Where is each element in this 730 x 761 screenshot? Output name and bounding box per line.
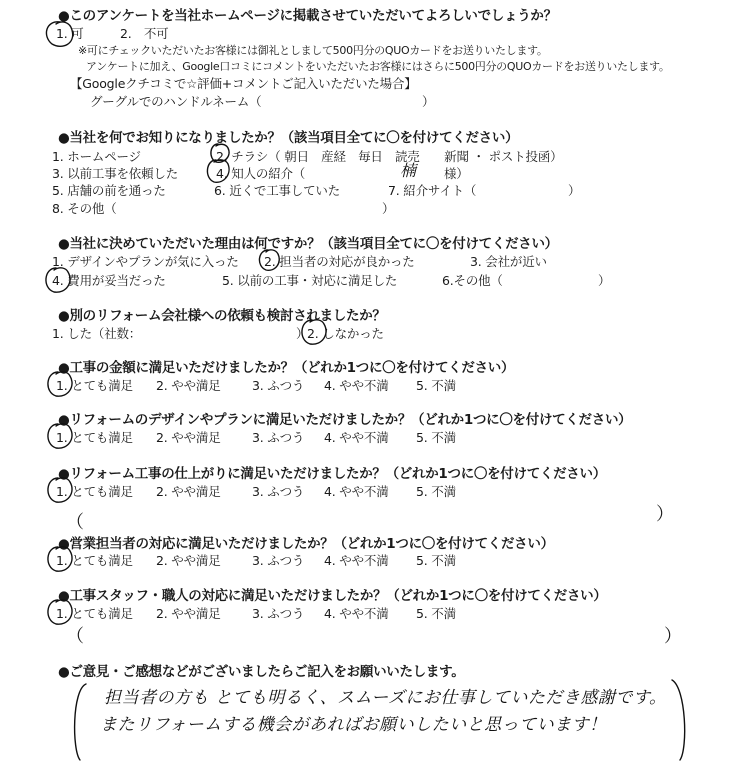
- q1-note-2: アンケートに加え、Google口コミにコメントをいただいたお客様にはさらに500円分のQUOカードをお送りいたします。: [86, 60, 670, 73]
- q6-title: ●リフォームのデザインやプランに満足いただけましたか？（どれか1つに〇を付けてください）: [58, 412, 632, 428]
- q9-scale-2[interactable]: 2. やや満足: [156, 606, 221, 621]
- q1-handle-close: ）: [422, 94, 435, 109]
- q8-scale-1[interactable]: 1. とても満足: [56, 553, 133, 568]
- q2-option-4[interactable]: 4. 知人の紹介（: [216, 166, 306, 181]
- q2-option-7[interactable]: 7. 紹介サイト（: [388, 183, 477, 198]
- q10-handwritten-line-2: またリフォームする機会があればお願いしたいと思っています！: [100, 715, 607, 735]
- q2-option-1[interactable]: 1. ホームページ: [52, 149, 141, 164]
- q9-scale-4[interactable]: 4. やや不満: [324, 606, 389, 621]
- q2-option-5[interactable]: 5. 店舗の前を通った: [52, 183, 166, 198]
- q4-option-2[interactable]: 2. しなかった: [307, 326, 384, 341]
- q2-option-2[interactable]: 2. チラシ（ 朝日 産経 毎日 読売 新聞 ・ ポスト投函）: [216, 149, 563, 164]
- q8-scale-2[interactable]: 2. やや満足: [156, 553, 221, 568]
- q6-scale-1[interactable]: 1. とても満足: [56, 430, 133, 445]
- q9-comment-close: ）: [664, 626, 682, 647]
- q2-option-7-close: ）: [568, 183, 581, 198]
- q7-scale-1[interactable]: 1. とても満足: [56, 484, 133, 499]
- q9-scale-5[interactable]: 5. 不満: [416, 606, 456, 621]
- q3-option-3[interactable]: 3. 会社が近い: [470, 254, 547, 269]
- q1-title: ●このアンケートを当社ホームページに掲載させていただいてよろしいでしょうか？: [58, 8, 557, 24]
- q5-scale-1[interactable]: 1. とても満足: [56, 378, 133, 393]
- q5-scale-3[interactable]: 3. ふつう: [252, 378, 305, 393]
- q1-handle-label: グーグルでのハンドルネーム（: [90, 94, 262, 109]
- q1-note-1: ※可にチェックいただいたお客様には御礼としまして500円分のQUOカードをお送りいたします。: [78, 44, 548, 57]
- q2-option-6[interactable]: 6. 近くで工事していた: [214, 183, 341, 198]
- q6-scale-2[interactable]: 2. やや満足: [156, 430, 221, 445]
- q7-scale-4[interactable]: 4. やや不満: [324, 484, 389, 499]
- q10-title: ●ご意見・ご感想などがございましたらご記入をお願いいたします。: [58, 664, 465, 680]
- q2-option-3[interactable]: 3. 以前工事を依頼した: [52, 166, 179, 181]
- q6-scale-5[interactable]: 5. 不満: [416, 430, 456, 445]
- q4-title: ●別のリフォーム会社様への依頼も検討されましたか？: [58, 308, 386, 324]
- q4-option-1-close: ）: [296, 326, 309, 341]
- q3-option-6-close: ）: [598, 273, 611, 288]
- q3-option-2[interactable]: 2. 担当者の対応が良かった: [264, 254, 415, 269]
- q6-scale-4[interactable]: 4. やや不満: [324, 430, 389, 445]
- q7-title: ●リフォーム工事の仕上がりに満足いただけましたか？（どれか1つに〇を付けてください）: [58, 466, 606, 482]
- q5-title: ●工事の金額に満足いただけましたか？（どれか1つに〇を付けてください）: [58, 360, 515, 376]
- q7-comment-open: （: [66, 512, 84, 533]
- q5-scale-4[interactable]: 4. やや不満: [324, 378, 389, 393]
- q7-comment-close: ）: [656, 504, 674, 525]
- q2-referrer-name: 楠: [400, 161, 417, 180]
- q2-option-4-suffix: 様）: [444, 166, 469, 181]
- q2-title: ●当社を何でお知りになりましたか？（該当項目全てに〇を付けてください）: [58, 130, 519, 146]
- q3-option-5[interactable]: 5. 以前の工事・対応に満足した: [222, 273, 398, 288]
- q7-scale-2[interactable]: 2. やや満足: [156, 484, 221, 499]
- q9-scale-3[interactable]: 3. ふつう: [252, 606, 305, 621]
- q3-option-1[interactable]: 1. デザインやプランが気に入った: [52, 254, 239, 269]
- q8-title: ●営業担当者の対応に満足いただけましたか？（どれか1つに〇を付けてください）: [58, 536, 554, 552]
- q10-bracket-right: [672, 680, 685, 760]
- q3-option-6[interactable]: 6.その他（: [442, 273, 503, 288]
- q4-option-1[interactable]: 1. した（社数：: [52, 326, 142, 341]
- q5-scale-5[interactable]: 5. 不満: [416, 378, 456, 393]
- q1-option-2[interactable]: 2. 不可: [120, 26, 169, 41]
- q10-bracket-left: [75, 684, 86, 760]
- q3-title: ●当社に決めていただいた理由は何ですか？（該当項目全てに〇を付けてください）: [58, 236, 558, 252]
- q9-title: ●工事スタッフ・職人の対応に満足いただけましたか？（どれか1つに〇を付けてください）: [58, 588, 607, 604]
- q5-scale-2[interactable]: 2. やや満足: [156, 378, 221, 393]
- q2-option-8[interactable]: 8. その他（: [52, 201, 117, 216]
- q2-option-8-close: ）: [382, 201, 395, 216]
- q7-scale-3[interactable]: 3. ふつう: [252, 484, 305, 499]
- q6-scale-3[interactable]: 3. ふつう: [252, 430, 305, 445]
- q8-scale-4[interactable]: 4. やや不満: [324, 553, 389, 568]
- q9-scale-1[interactable]: 1. とても満足: [56, 606, 133, 621]
- q8-scale-3[interactable]: 3. ふつう: [252, 553, 305, 568]
- q8-scale-5[interactable]: 5. 不満: [416, 553, 456, 568]
- q9-comment-open: （: [66, 626, 84, 647]
- q3-option-4[interactable]: 4. 費用が妥当だった: [52, 273, 166, 288]
- q1-note-3: 【Googleクチコミで☆評価+コメントご記入いただいた場合】: [70, 76, 417, 91]
- q1-option-1[interactable]: 1. 可: [56, 26, 84, 41]
- q10-handwritten-line-1: 担当者の方も とても明るく、スムーズにお仕事していただき感謝です。: [104, 688, 667, 708]
- q7-scale-5[interactable]: 5. 不満: [416, 484, 456, 499]
